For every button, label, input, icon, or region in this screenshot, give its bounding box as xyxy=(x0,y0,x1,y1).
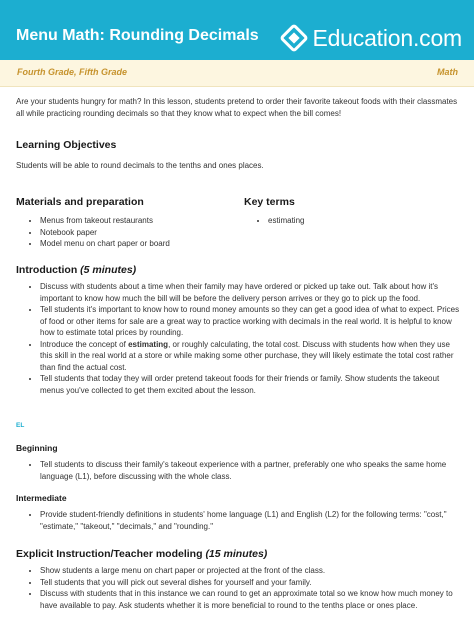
header-bar xyxy=(0,0,474,60)
list-item: • Tell students to discuss their family's takeout experience with a partner, preferably one who speaks the same home language (L1), before discussing with the whole class. xyxy=(40,459,460,482)
list-item: • Show students a large menu on chart paper or projected at the front of the class. xyxy=(40,565,460,577)
list-item: • Tell students that today they will order pretend takeout foods for their friends or family. Show students the takeout menus you've collected to get them excited about the lesson. xyxy=(40,373,460,396)
list-item: • estimating xyxy=(268,215,460,227)
list-item: • Tell students it's important to know how to round money amounts so they can get a good idea of what to expect. Prices of food or other items for sale are a great way to practice working with decimals in the real world. It is helpful to know how to estimate total prices by rounding. xyxy=(40,304,460,339)
explicit-heading xyxy=(16,548,460,561)
list-item: • Notebook paper xyxy=(40,227,244,239)
beginning-heading: Beginning xyxy=(16,443,58,453)
list-item: • Model menu on chart paper or board xyxy=(40,238,244,250)
introduction-section xyxy=(16,264,460,396)
intro-paragraph: Are your students hungry for math? In this lesson, students pretend to order their favorite takeout foods with their classmates all while practicing rounding decimals so that they know what to expect when the bill comes! xyxy=(16,97,458,118)
item-text-before: Introduce the concept of xyxy=(40,339,129,349)
materials-keyterms-section xyxy=(16,196,460,250)
subject-label: Math xyxy=(437,67,458,77)
intro-paragraph-section xyxy=(16,96,460,119)
key-terms-column xyxy=(244,196,460,250)
materials-column xyxy=(16,196,244,250)
beginning-list xyxy=(16,459,460,482)
grade-level: Fourth Grade, Fifth Grade xyxy=(17,67,128,77)
page-title: Menu Math: Rounding Decimals xyxy=(16,27,259,44)
key-terms-list xyxy=(244,215,460,227)
intermediate-heading: Intermediate xyxy=(16,493,67,503)
education-logo[interactable] xyxy=(279,18,462,58)
el-tag: EL xyxy=(16,422,25,429)
item-text-after: , or roughly calculating, the total cost. Discuss with students how when they use this skill in the real world at a store or while making some other purchase, they will likely estimate the total cost rather than find the actual cost. xyxy=(40,339,454,372)
introduction-heading-text: Introduction xyxy=(16,264,78,276)
list-item: • Provide student-friendly definitions in students' home language (L1) and English (L2) for the following terms: "cost," "estimate," "takeout," "decimals," and "rounding." xyxy=(40,509,460,532)
list-item xyxy=(40,339,460,374)
logo-text: Education.com xyxy=(312,24,462,51)
list-item: • Tell students that you will pick out several dishes for yourself and your family. xyxy=(40,577,460,589)
explicit-instruction-section xyxy=(16,548,460,611)
explicit-heading-text: Explicit Instruction/Teacher modeling xyxy=(16,548,203,560)
intermediate-list xyxy=(16,509,460,532)
list-item: • Discuss with students that in this instance we can round to get an approximate total so we know how much money to have available to pay. Ask students whether it is more beneficial to round to the tenths place or ones place. xyxy=(40,588,460,611)
introduction-list xyxy=(16,281,460,396)
introduction-time: (5 minutes) xyxy=(80,264,137,276)
learning-objectives-heading: Learning Objectives xyxy=(16,139,117,151)
learning-objectives-text: Students will be able to round decimals to the tenths and ones places. xyxy=(16,161,264,170)
introduction-heading xyxy=(16,264,460,277)
education-logo-icon xyxy=(279,23,309,53)
list-item: • Menus from takeout restaurants xyxy=(40,215,244,227)
materials-heading: Materials and preparation xyxy=(16,196,144,208)
key-terms-heading: Key terms xyxy=(244,196,295,208)
explicit-list xyxy=(16,565,460,611)
materials-list xyxy=(16,215,244,250)
learning-objectives-section xyxy=(16,139,460,172)
bold-term: estimating xyxy=(128,339,169,349)
grade-subject-bar xyxy=(0,60,474,87)
explicit-time: (15 minutes) xyxy=(205,548,268,560)
list-item: • Discuss with students about a time when their family may have ordered or picked up take out. Talk about how it's important to know how much the bill will be before the delivery person arrives or they go to pick up the food. xyxy=(40,281,460,304)
el-section xyxy=(16,422,460,532)
